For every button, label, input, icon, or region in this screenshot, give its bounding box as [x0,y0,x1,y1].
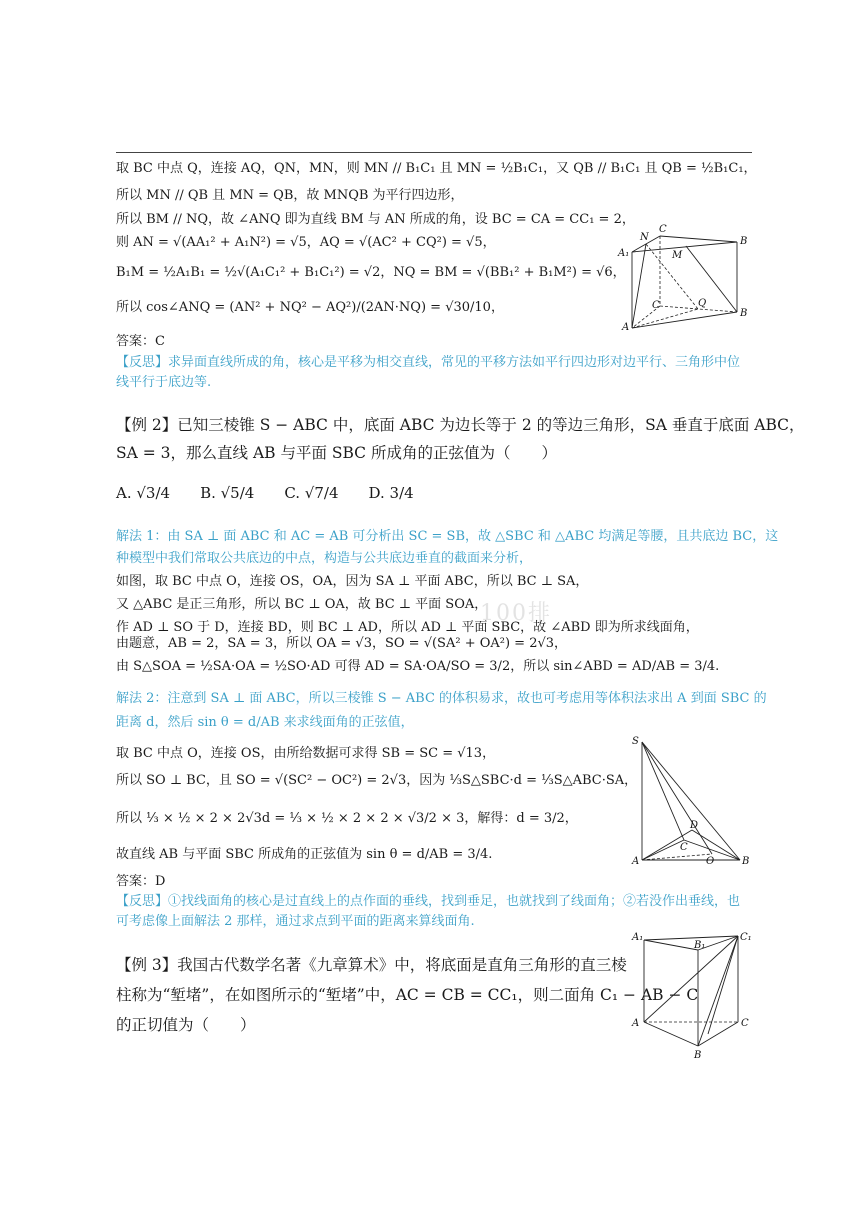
fig3-label: C [741,1018,749,1029]
text-line: 则 AN = √(AA₁² + A₁N²) = √5，AQ = √(AC² + CQ²) = √5， [116,235,496,250]
fig1-label: B [740,308,748,319]
question-text: SA = 3，那么直线 AB 与平面 SBC 所成角的正弦值为（ ） [116,444,557,462]
solution-text: 解法 2：注意到 SA ⊥ 面 ABC，所以三棱锥 S − ABC 的体积易求，故也可考虑用等体积法求出 A 到面 SBC 的 [116,691,767,706]
text-line: 取 BC 中点 Q，连接 AQ，QN，MN，则 MN // B₁C₁ 且 MN = ½B₁C₁，又 QB // B₁C₁ 且 QB = ½B₁C₁， [116,161,757,176]
fig1-label: A₁ [618,248,630,259]
question-text: 柱称为“堑堵”，在如图所示的“堑堵”中，AC = CB = CC₁，则二面角 C₁ − AB − C [116,986,699,1004]
fig1-label: A [622,322,630,333]
reflection-text: 可考虑像上面解法 2 那样，通过求点到平面的距离来算线面角. [116,914,475,929]
fig3-label: B₁ [694,940,706,951]
fig1-label: B [740,236,748,247]
figure-tetrahedron [630,732,755,871]
solution-text: 作 AD ⊥ SO 于 D，连接 BD，则 BC ⊥ AD，所以 AD ⊥ 平面 SBC，故 ∠ABD 即为所求线面角， [116,620,699,635]
answer-options: A. √3/4 B. √5/4 C. √7/4 D. 3/4 [116,484,414,502]
question-text: 的正切值为（ ） [116,1016,256,1034]
solution-text: 所以 SO ⊥ BC，且 SO = √(SC² − OC²) = 2√3，因为 ⅓S△SBC·d = ⅓S△ABC·SA， [116,773,638,788]
fig2-label: C [680,842,688,853]
fig3-label: A [632,1018,640,1029]
solution-text: 所以 ⅓ × ½ × 2 × 2√3d = ⅓ × ½ × 2 × 2 × √3/2 × 3，解得：d = 3/2， [116,811,578,826]
answer-label: 答案：C [116,334,165,349]
fig1-label: Q [698,298,707,309]
text-line: 所以 cos∠ANQ = (AN² + NQ² − AQ²)/(2AN·NQ) = √30/10， [116,300,504,315]
reflection-text: 【反思】①找线面角的核心是过直线上的点作面的垂线，找到垂足，也就找到了线面角；②若没作出垂线，也 [116,894,741,909]
fig1-label: C [659,224,667,235]
reflection-text: 【反思】求异面直线所成的角，核心是平移为相交直线，常见的平移方法如平行四边形对边平行、三角形中位 [116,355,741,370]
figure-prism-1 [612,222,762,338]
solution-text: 取 BC 中点 O，连接 OS，由所给数据可求得 SB = SC = √13， [116,746,496,761]
header-rule [116,152,752,153]
text-line: 所以 MN // QB 且 MN = QB，故 MNQB 为平行四边形， [116,188,464,203]
fig2-label: S [632,736,639,747]
fig2-label: O [706,856,715,867]
text-line: B₁M = ½A₁B₁ = ½√(A₁C₁² + B₁C₁²) = √2，NQ = BM = √(BB₁² + B₁M²) = √6， [116,265,626,280]
fig2-label: B [742,856,750,867]
fig3-label: A₁ [632,932,644,943]
solution-text: 由 S△SOA = ½SA·OA = ½SO·AD 可得 AD = SA·OA/SO = 3/2，所以 sin∠ABD = AD/AB = 3/4. [116,659,720,674]
text-line: 所以 BM // NQ，故 ∠ANQ 即为直线 BM 与 AN 所成的角，设 BC = CA = CC₁ = 2， [116,212,635,227]
solution-text: 解法 1：由 SA ⊥ 面 ABC 和 AC = AB 可分析出 SC = SB，故 △SBC 和 △ABC 均满足等腰，且共底边 BC，这 [116,529,779,544]
fig1-label: N [640,232,649,243]
fig1-label: M [672,250,683,261]
question-text: 【例 3】我国古代数学名著《九章算术》中，将底面是直角三角形的直三棱 [116,956,627,974]
solution-text: 如图，取 BC 中点 O，连接 OS，OA，因为 SA ⊥ 平面 ABC，所以 BC ⊥ SA， [116,574,589,589]
reflection-text: 线平行于底边等. [116,375,212,390]
question-text: 【例 2】已知三棱锥 S − ABC 中，底面 ABC 为边长等于 2 的等边三角形，SA 垂直于底面 ABC， [116,416,805,434]
fig3-label: B [694,1050,702,1061]
answer-label: 答案：D [116,874,166,889]
solution-text: 又 △ABC 是正三角形，所以 BC ⊥ OA，故 BC ⊥ 平面 SOA， [116,597,488,612]
fig1-label: C [652,300,660,311]
solution-text: 距离 d，然后 sin θ = d/AB 来求线面角的正弦值， [116,715,414,730]
figure-prism-2 [630,926,760,1066]
solution-text: 种模型中我们常取公共底边的中点，构造与公共底边垂直的截面来分析， [116,551,533,566]
fig3-label: C₁ [740,932,752,943]
watermark: 100排 [480,601,552,626]
solution-text: 由题意，AB = 2，SA = 3，所以 OA = √3，SO = √(SA² + OA²) = 2√3， [116,636,568,651]
fig2-label: D [690,820,699,831]
fig2-label: A [632,856,640,867]
solution-text: 故直线 AB 与平面 SBC 所成角的正弦值为 sin θ = d/AB = 3/4. [116,847,493,862]
